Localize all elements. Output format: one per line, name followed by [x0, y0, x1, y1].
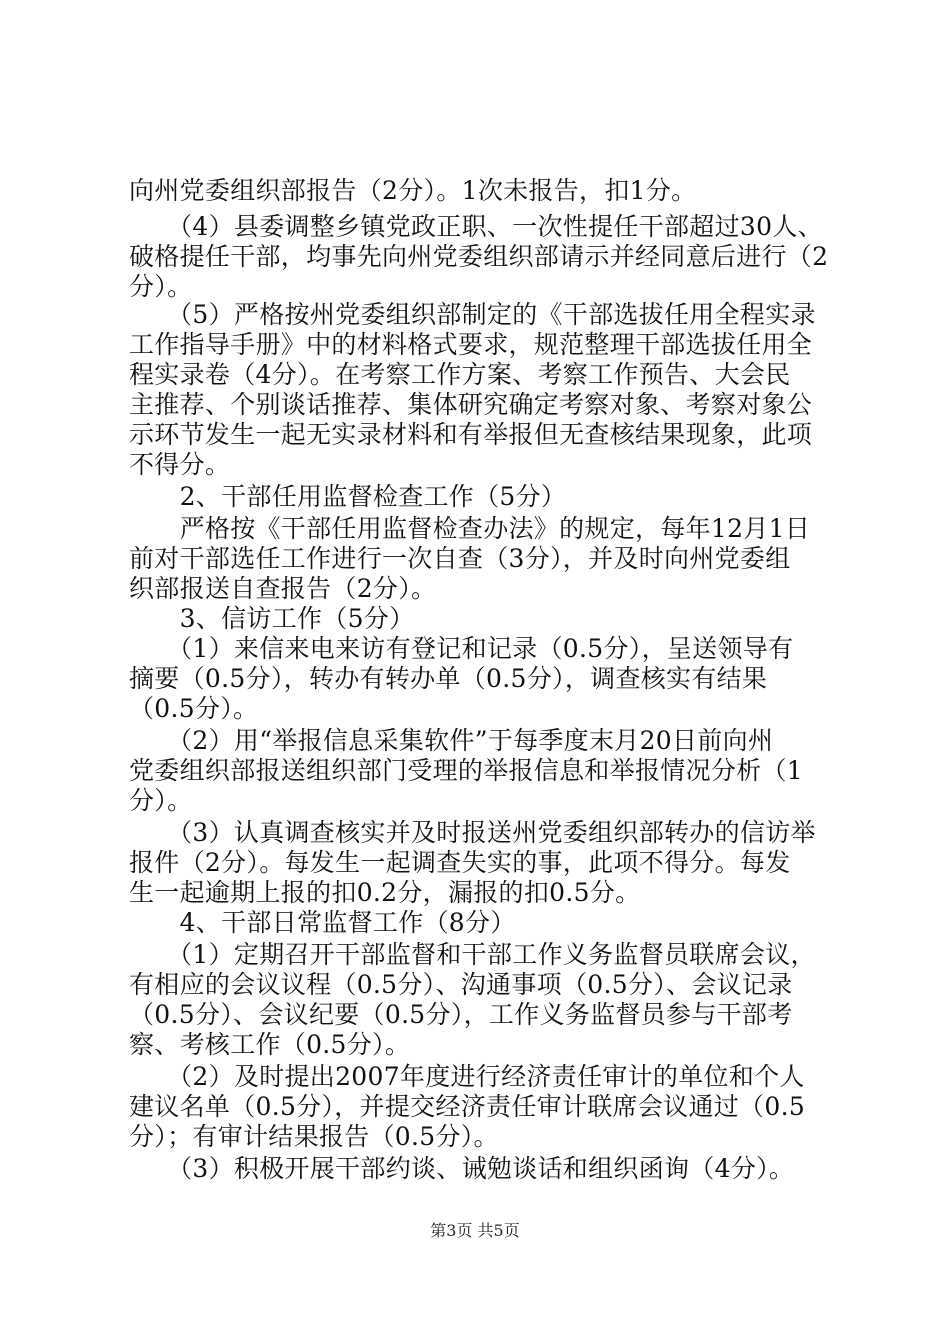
body-text-line: 主推荐、个别谈话推荐、集体研究确定考察对象、考察对象公 [129, 390, 813, 419]
body-text-line: 摘要（0.5分），转办有转办单（0.5分），调查核实有结果 [129, 664, 768, 693]
body-text-line: 破格提任干部，均事先向州党委组织部请示并经同意后进行（2 [129, 242, 829, 271]
body-text-line: 不得分。 [129, 450, 231, 479]
body-text-line: 生一起逾期上报的扣0.2分，漏报的扣0.5分。 [129, 878, 641, 907]
body-text-line: 党委组织部报送组织部门受理的举报信息和举报情况分析（1 [129, 756, 804, 785]
body-text-line: （0.5分）、会议纪要（0.5分），工作义务监督员参与干部考 [129, 1000, 793, 1029]
body-text-line: （3）认真调查核实并及时报送州党委组织部转办的信访举 [129, 818, 816, 847]
body-text-line: 分）；有审计结果报告（0.5分）。 [129, 1122, 499, 1151]
section-heading: 3、信访工作（5分） [129, 604, 415, 633]
body-text-line: 示环节发生一起无实录材料和有举报但无查核结果现象，此项 [129, 420, 813, 449]
section-heading: 4、干部日常监督工作（8分） [129, 908, 516, 937]
body-text-line: 建议名单（0.5分），并提交经济责任审计联席会议通过（0.5 [129, 1092, 806, 1121]
body-text-line: （5）严格按州党委组织部制定的《干部选拔任用全程实录 [129, 300, 816, 329]
body-text-line: （2）用“举报信息采集软件”于每季度末月20日前向州 [129, 726, 774, 755]
body-text-line: 分）。 [129, 272, 193, 301]
body-text-line: 织部报送自查报告（2分）。 [129, 574, 437, 603]
body-text-line: 报件（2分）。每发生一起调查失实的事，此项不得分。每发 [129, 848, 791, 877]
body-text-line: 前对干部选任工作进行一次自查（3分），并及时向州党委组 [129, 544, 791, 573]
body-text-line: （3）积极开展干部约谈、诫勉谈话和组织函询（4分）。 [129, 1154, 795, 1183]
body-text-line: （1）来信来电来访有登记和记录（0.5分），呈送领导有 [129, 634, 794, 663]
body-text-line: 察、考核工作（0.5分）。 [129, 1030, 411, 1059]
body-text-line: （0.5分）。 [129, 694, 259, 723]
body-text-line: （1）定期召开干部监督和干部工作义务监督员联席会议， [129, 940, 816, 969]
section-heading: 2、干部任用监督检查工作（5分） [129, 482, 567, 511]
body-text-line: 工作指导手册》中的材料格式要求，规范整理干部选拔任用全 [129, 330, 813, 359]
body-text-line: 程实录卷（4分）。在考察工作方案、考察工作预告、大会民 [129, 360, 791, 389]
body-text-line: 有相应的会议议程（0.5分）、沟通事项（0.5分）、会议记录 [129, 970, 793, 999]
body-text-line: （4）县委调整乡镇党政正职、一次性提任干部超过30人、 [129, 212, 823, 241]
body-text-line: 向州党委组织部报告（2分）。1次未报告，扣1分。 [129, 176, 697, 205]
body-text-line: 分）。 [129, 786, 193, 815]
page-number-footer: 第3页 共5页 [430, 1221, 520, 1240]
body-text-line: 严格按《干部任用监督检查办法》的规定，每年12月1日 [129, 514, 811, 543]
body-text-line: （2）及时提出2007年度进行经济责任审计的单位和个人 [129, 1062, 805, 1091]
